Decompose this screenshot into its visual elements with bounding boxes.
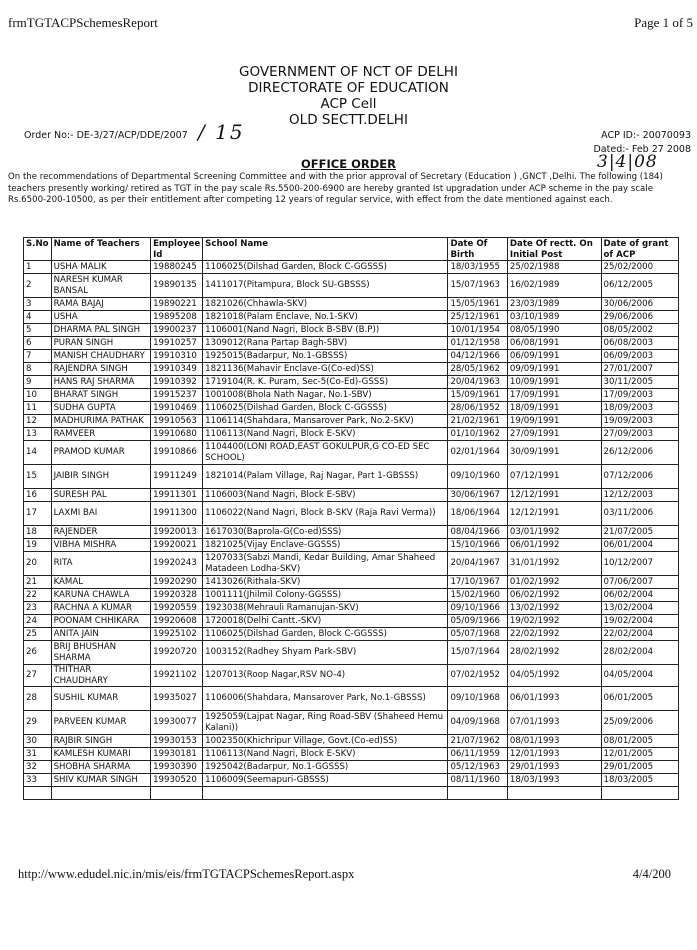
- cell-school-name: 1207013(Roop Nagar,RSV NO-4): [203, 665, 448, 687]
- cell-date-of-birth: 05/09/1966: [448, 615, 507, 628]
- cell-sno: 30: [24, 735, 52, 748]
- cell-teacher-name: RAJENDRA SINGH: [51, 363, 151, 376]
- cell-date-of-grant: 30/06/2006: [601, 298, 678, 311]
- cell-teacher-name: BHARAT SINGH: [51, 389, 151, 402]
- order-date: Dated:- Feb 27 2008: [593, 144, 691, 155]
- cell-school-name: 1003152(Radhey Shyam Park-SBV): [203, 641, 448, 665]
- cell-teacher-name: NARESH KUMAR BANSAL: [51, 274, 151, 298]
- cell-empty: [24, 787, 52, 800]
- cell-date-of-recruitment: 18/09/1991: [507, 402, 601, 415]
- cell-employee-id: 19910469: [151, 402, 203, 415]
- cell-employee-id: 19910563: [151, 415, 203, 428]
- cell-date-of-grant: 29/06/2006: [601, 311, 678, 324]
- cell-employee-id: 19895208: [151, 311, 203, 324]
- cell-employee-id: 19930181: [151, 748, 203, 761]
- cell-date-of-grant: 26/12/2006: [601, 441, 678, 465]
- cell-school-name: 1207033(Sabzi Mandi, Kedar Building, Amar Shaheed Matadeen Lodha-SKV): [203, 552, 448, 576]
- cell-teacher-name: BRIJ BHUSHAN SHARMA: [51, 641, 151, 665]
- cell-employee-id: 19920243: [151, 552, 203, 576]
- cell-school-name: 1720018(Delhi Cantt.-SKV): [203, 615, 448, 628]
- cell-date-of-recruitment: 12/12/1991: [507, 502, 601, 526]
- cell-teacher-name: POONAM CHHIKARA: [51, 615, 151, 628]
- print-footer-date: 4/4/200: [632, 867, 671, 881]
- cell-school-name: 1106025(Dilshad Garden, Block C-GGSSS): [203, 261, 448, 274]
- cell-sno: 16: [24, 489, 52, 502]
- cell-sno: 6: [24, 337, 52, 350]
- cell-date-of-recruitment: 22/02/1992: [507, 628, 601, 641]
- cell-school-name: 1106003(Nand Nagri, Block E-SBV): [203, 489, 448, 502]
- cell-empty: [51, 787, 151, 800]
- cell-date-of-grant: 07/12/2006: [601, 465, 678, 489]
- cell-date-of-birth: 08/11/1960: [448, 774, 507, 787]
- cell-sno: 32: [24, 761, 52, 774]
- cell-date-of-birth: 15/05/1961: [448, 298, 507, 311]
- cell-employee-id: 19921102: [151, 665, 203, 687]
- cell-teacher-name: RAJBIR SINGH: [51, 735, 151, 748]
- table-row: [24, 665, 679, 687]
- cell-date-of-birth: 05/12/1963: [448, 761, 507, 774]
- table-row: [24, 415, 679, 428]
- cell-date-of-recruitment: 09/09/1991: [507, 363, 601, 376]
- cell-teacher-name: LAXMI BAI: [51, 502, 151, 526]
- cell-sno: 12: [24, 415, 52, 428]
- cell-empty: [203, 787, 448, 800]
- cell-employee-id: 19910349: [151, 363, 203, 376]
- cell-school-name: 1001008(Bhola Nath Nagar, No.1-SBV): [203, 389, 448, 402]
- cell-sno: 23: [24, 602, 52, 615]
- cell-date-of-birth: 09/10/1960: [448, 465, 507, 489]
- cell-sno: 5: [24, 324, 52, 337]
- table-row: [24, 552, 679, 576]
- cell-date-of-recruitment: 03/01/1992: [507, 526, 601, 539]
- cell-employee-id: 19920559: [151, 602, 203, 615]
- cell-employee-id: 19911300: [151, 502, 203, 526]
- cell-teacher-name: RITA: [51, 552, 151, 576]
- cell-employee-id: 19930520: [151, 774, 203, 787]
- cell-date-of-recruitment: 06/02/1992: [507, 589, 601, 602]
- cell-date-of-recruitment: 17/09/1991: [507, 389, 601, 402]
- cell-school-name: 1104400(LONI ROAD,EAST GOKULPUR,G CO-ED SEC SCHOOL): [203, 441, 448, 465]
- cell-school-name: 1617030(Baprola-G(Co-ed)SSS): [203, 526, 448, 539]
- cell-date-of-grant: 29/01/2005: [601, 761, 678, 774]
- cell-date-of-recruitment: 31/01/1992: [507, 552, 601, 576]
- cell-teacher-name: RAMA BAJAJ: [51, 298, 151, 311]
- cell-school-name: 1106009(Seemapuri-GBSSS): [203, 774, 448, 787]
- cell-sno: 8: [24, 363, 52, 376]
- cell-teacher-name: RACHNA A KUMAR: [51, 602, 151, 615]
- cell-employee-id: 19915237: [151, 389, 203, 402]
- cell-date-of-grant: 08/01/2005: [601, 735, 678, 748]
- cell-date-of-grant: 25/09/2006: [601, 711, 678, 735]
- cell-sno: 21: [24, 576, 52, 589]
- cell-school-name: 1821018(Palam Enclave, No.1-SKV): [203, 311, 448, 324]
- cell-employee-id: 19910310: [151, 350, 203, 363]
- cell-date-of-birth: 15/07/1963: [448, 274, 507, 298]
- cell-date-of-birth: 21/07/1962: [448, 735, 507, 748]
- handwritten-date: 3|4|08: [597, 152, 658, 172]
- header-sno: S.No: [24, 238, 52, 261]
- cell-date-of-recruitment: 28/02/1992: [507, 641, 601, 665]
- table-row: [24, 526, 679, 539]
- cell-employee-id: 19910257: [151, 337, 203, 350]
- table-row: [24, 311, 679, 324]
- cell-date-of-recruitment: 27/09/1991: [507, 428, 601, 441]
- cell-school-name: 1821014(Palam Village, Raj Nagar, Part 1-GBSSS): [203, 465, 448, 489]
- table-row: [24, 363, 679, 376]
- cell-school-name: 1106025(Dilshad Garden, Block C-GGSSS): [203, 628, 448, 641]
- cell-sno: 29: [24, 711, 52, 735]
- cell-sno: 13: [24, 428, 52, 441]
- letterhead-address: OLD SECTT.DELHI: [289, 112, 408, 128]
- cell-employee-id: 19900237: [151, 324, 203, 337]
- cell-date-of-birth: 01/10/1962: [448, 428, 507, 441]
- cell-date-of-recruitment: 19/09/1991: [507, 415, 601, 428]
- letterhead-cell: ACP Cell: [320, 96, 377, 112]
- cell-teacher-name: RAMVEER: [51, 428, 151, 441]
- cell-date-of-birth: 15/07/1964: [448, 641, 507, 665]
- cell-teacher-name: MADHURIMA PATHAK: [51, 415, 151, 428]
- cell-employee-id: 19920021: [151, 539, 203, 552]
- cell-date-of-grant: 12/01/2005: [601, 748, 678, 761]
- cell-teacher-name: PRAMOD KUMAR: [51, 441, 151, 465]
- acp-id: ACP ID:- 20070093: [601, 130, 691, 141]
- cell-employee-id: 19930390: [151, 761, 203, 774]
- cell-employee-id: 19935027: [151, 687, 203, 711]
- table-row: [24, 298, 679, 311]
- cell-school-name: 1821136(Mahavir Enclave-G(Co-ed)SS): [203, 363, 448, 376]
- cell-sno: 15: [24, 465, 52, 489]
- cell-employee-id: 19911249: [151, 465, 203, 489]
- cell-teacher-name: USHA: [51, 311, 151, 324]
- table-row: [24, 261, 679, 274]
- cell-date-of-recruitment: 16/02/1989: [507, 274, 601, 298]
- table-row-continued: [24, 787, 679, 800]
- cell-employee-id: 19880245: [151, 261, 203, 274]
- table-row: [24, 539, 679, 552]
- cell-date-of-recruitment: 19/02/1992: [507, 615, 601, 628]
- table-row: [24, 602, 679, 615]
- cell-date-of-grant: 27/09/2003: [601, 428, 678, 441]
- table-row: [24, 774, 679, 787]
- header-employee-id: Employee Id: [151, 238, 203, 261]
- table-row: [24, 502, 679, 526]
- cell-date-of-birth: 15/09/1961: [448, 389, 507, 402]
- cell-date-of-recruitment: 12/01/1993: [507, 748, 601, 761]
- table-row: [24, 641, 679, 665]
- office-order-title: OFFICE ORDER: [301, 157, 396, 171]
- cell-school-name: 1001111(Jhilmil Colony-GGSSS): [203, 589, 448, 602]
- table-row: [24, 589, 679, 602]
- table-row: [24, 441, 679, 465]
- cell-date-of-recruitment: 08/01/1993: [507, 735, 601, 748]
- cell-employee-id: 19930077: [151, 711, 203, 735]
- header-name: Name of Teachers: [51, 238, 151, 261]
- cell-date-of-grant: 06/08/2003: [601, 337, 678, 350]
- cell-date-of-birth: 30/06/1967: [448, 489, 507, 502]
- cell-date-of-birth: 05/07/1968: [448, 628, 507, 641]
- cell-school-name: 1925015(Badarpur, No.1-GBSSS): [203, 350, 448, 363]
- cell-date-of-grant: 22/02/2004: [601, 628, 678, 641]
- cell-empty: [601, 787, 678, 800]
- cell-school-name: 1925059(Lajpat Nagar, Ring Road-SBV (Shaheed Hemu Kalani)): [203, 711, 448, 735]
- cell-employee-id: 19920013: [151, 526, 203, 539]
- table-row: [24, 711, 679, 735]
- cell-date-of-grant: 12/12/2003: [601, 489, 678, 502]
- cell-school-name: 1413026(Rithala-SKV): [203, 576, 448, 589]
- cell-school-name: 1719104(R. K. Puram, Sec-5(Co-Ed)-GSSS): [203, 376, 448, 389]
- cell-date-of-grant: 30/11/2005: [601, 376, 678, 389]
- cell-school-name: 1925042(Badarpur, No.1-GGSSS): [203, 761, 448, 774]
- cell-teacher-name: RAJENDER: [51, 526, 151, 539]
- table-row: [24, 748, 679, 761]
- cell-date-of-recruitment: 18/03/1993: [507, 774, 601, 787]
- cell-employee-id: 19911301: [151, 489, 203, 502]
- table-row: [24, 376, 679, 389]
- cell-school-name: 1106006(Shahdara, Mansarover Park, No.1-GBSSS): [203, 687, 448, 711]
- cell-date-of-birth: 09/10/1966: [448, 602, 507, 615]
- cell-date-of-recruitment: 06/01/1992: [507, 539, 601, 552]
- cell-date-of-birth: 02/01/1964: [448, 441, 507, 465]
- cell-school-name: 1309012(Rana Partap Bagh-SBV): [203, 337, 448, 350]
- cell-teacher-name: KARUNA CHAWLA: [51, 589, 151, 602]
- cell-date-of-birth: 07/02/1952: [448, 665, 507, 687]
- cell-date-of-grant: 18/03/2005: [601, 774, 678, 787]
- cell-date-of-birth: 18/03/1955: [448, 261, 507, 274]
- cell-school-name: 1821025(Vijay Enclave-GGSSS): [203, 539, 448, 552]
- cell-date-of-birth: 08/04/1966: [448, 526, 507, 539]
- cell-sno: 19: [24, 539, 52, 552]
- cell-school-name: 1106001(Nand Nagri, Block B-SBV (B.P)): [203, 324, 448, 337]
- cell-teacher-name: PURAN SINGH: [51, 337, 151, 350]
- cell-school-name: 1002350(Khichripur Village, Govt.(Co-ed)SS): [203, 735, 448, 748]
- cell-teacher-name: HANS RAJ SHARMA: [51, 376, 151, 389]
- cell-employee-id: 19920608: [151, 615, 203, 628]
- cell-employee-id: 19910392: [151, 376, 203, 389]
- letterhead-directorate: DIRECTORATE OF EDUCATION: [248, 80, 449, 96]
- cell-teacher-name: SHOBHA SHARMA: [51, 761, 151, 774]
- cell-school-name: 1106025(Dilshad Garden, Block C-GGSSS): [203, 402, 448, 415]
- cell-teacher-name: SUSHIL KUMAR: [51, 687, 151, 711]
- table-row: [24, 337, 679, 350]
- cell-date-of-grant: 19/09/2003: [601, 415, 678, 428]
- cell-date-of-birth: 04/09/1968: [448, 711, 507, 735]
- cell-date-of-recruitment: 06/01/1993: [507, 687, 601, 711]
- cell-date-of-grant: 25/02/2000: [601, 261, 678, 274]
- cell-date-of-grant: 13/02/2004: [601, 602, 678, 615]
- handwritten-order-suffix: / 15: [198, 120, 245, 144]
- cell-empty: [507, 787, 601, 800]
- cell-teacher-name: JAIBIR SINGH: [51, 465, 151, 489]
- cell-teacher-name: THITHAR CHAUDHARY: [51, 665, 151, 687]
- cell-sno: 25: [24, 628, 52, 641]
- print-footer-url: http://www.edudel.nic.in/mis/eis/frmTGTACPSchemesReport.aspx: [18, 867, 355, 881]
- cell-date-of-grant: 03/11/2006: [601, 502, 678, 526]
- cell-sno: 24: [24, 615, 52, 628]
- cell-date-of-grant: 21/07/2005: [601, 526, 678, 539]
- cell-employee-id: 19890221: [151, 298, 203, 311]
- cell-sno: 18: [24, 526, 52, 539]
- cell-school-name: 1411017(Pitampura, Block SU-GBSSS): [203, 274, 448, 298]
- cell-school-name: 1821026(Chhawla-SKV): [203, 298, 448, 311]
- cell-date-of-birth: 04/12/1966: [448, 350, 507, 363]
- cell-date-of-birth: 06/11/1959: [448, 748, 507, 761]
- cell-sno: 11: [24, 402, 52, 415]
- cell-employee-id: 19910866: [151, 441, 203, 465]
- table-header-row: [24, 238, 679, 261]
- cell-teacher-name: USHA MALIK: [51, 261, 151, 274]
- table-row: [24, 465, 679, 489]
- table-row: [24, 489, 679, 502]
- cell-teacher-name: SHIV KUMAR SINGH: [51, 774, 151, 787]
- cell-date-of-birth: 15/10/1966: [448, 539, 507, 552]
- cell-teacher-name: SUDHA GUPTA: [51, 402, 151, 415]
- table-row: [24, 735, 679, 748]
- cell-employee-id: 19920720: [151, 641, 203, 665]
- cell-date-of-grant: 10/12/2007: [601, 552, 678, 576]
- table-row: [24, 576, 679, 589]
- cell-date-of-birth: 09/10/1968: [448, 687, 507, 711]
- cell-teacher-name: ANITA JAIN: [51, 628, 151, 641]
- teachers-table: [23, 237, 679, 800]
- cell-teacher-name: KAMAL: [51, 576, 151, 589]
- cell-sno: 33: [24, 774, 52, 787]
- cell-date-of-recruitment: 06/09/1991: [507, 350, 601, 363]
- cell-sno: 22: [24, 589, 52, 602]
- cell-empty: [151, 787, 203, 800]
- cell-date-of-recruitment: 07/01/1993: [507, 711, 601, 735]
- cell-date-of-recruitment: 04/05/1992: [507, 665, 601, 687]
- cell-date-of-grant: 19/02/2004: [601, 615, 678, 628]
- cell-sno: 17: [24, 502, 52, 526]
- cell-teacher-name: MANISH CHAUDHARY: [51, 350, 151, 363]
- cell-date-of-grant: 08/05/2002: [601, 324, 678, 337]
- cell-school-name: 1106114(Shahdara, Mansarover Park, No.2-SKV): [203, 415, 448, 428]
- cell-date-of-birth: 21/02/1961: [448, 415, 507, 428]
- cell-date-of-recruitment: 03/10/1989: [507, 311, 601, 324]
- cell-sno: 7: [24, 350, 52, 363]
- order-number: Order No:- DE-3/27/ACP/DDE/2007: [24, 130, 188, 141]
- cell-employee-id: 19920290: [151, 576, 203, 589]
- cell-sno: 31: [24, 748, 52, 761]
- cell-date-of-grant: 28/02/2004: [601, 641, 678, 665]
- table-row: [24, 389, 679, 402]
- order-body-paragraph: On the recommendations of Departmental Screening Committee and with the prior approval of Secretary (Education ) ,GNCT ,Delhi. The following (184) teachers presently working/ retired as TGT in the pay scale Rs.5500-200-6900 are hereby granted Ist upgradation under ACP scheme in the pay scale Rs.6500-200-10500, as per their entitlement after competing 12 years of regular service, with effect from the date mentioned against each.: [8, 172, 663, 206]
- cell-date-of-grant: 17/09/2003: [601, 389, 678, 402]
- cell-sno: 14: [24, 441, 52, 465]
- cell-date-of-grant: 27/01/2007: [601, 363, 678, 376]
- cell-date-of-grant: 06/02/2004: [601, 589, 678, 602]
- cell-teacher-name: DHARMA PAL SINGH: [51, 324, 151, 337]
- cell-date-of-birth: 20/04/1963: [448, 376, 507, 389]
- cell-sno: 20: [24, 552, 52, 576]
- print-header-title: frmTGTACPSchemesReport: [8, 15, 158, 30]
- table-body: [24, 261, 679, 800]
- cell-sno: 4: [24, 311, 52, 324]
- cell-date-of-birth: 15/02/1960: [448, 589, 507, 602]
- table-row: [24, 615, 679, 628]
- table-row: [24, 761, 679, 774]
- header-date-of-recruitment: Date Of rectt. On Initial Post: [507, 238, 601, 261]
- cell-date-of-birth: 10/01/1954: [448, 324, 507, 337]
- cell-date-of-grant: 06/01/2005: [601, 687, 678, 711]
- header-date-of-birth: Date Of Birth: [448, 238, 507, 261]
- table-row: [24, 274, 679, 298]
- cell-school-name: 1923038(Mehrauli Ramanujan-SKV): [203, 602, 448, 615]
- cell-date-of-recruitment: 10/09/1991: [507, 376, 601, 389]
- table-row: [24, 428, 679, 441]
- cell-date-of-recruitment: 06/08/1991: [507, 337, 601, 350]
- cell-school-name: 1106022(Nand Nagri, Block B-SKV (Raja Ravi Verma)): [203, 502, 448, 526]
- cell-sno: 27: [24, 665, 52, 687]
- cell-school-name: 1106113(Nand Nagri, Block E-SKV): [203, 748, 448, 761]
- cell-sno: 26: [24, 641, 52, 665]
- cell-date-of-birth: 18/06/1964: [448, 502, 507, 526]
- cell-date-of-birth: 25/12/1961: [448, 311, 507, 324]
- cell-date-of-recruitment: 23/03/1989: [507, 298, 601, 311]
- cell-date-of-grant: 18/09/2003: [601, 402, 678, 415]
- cell-date-of-grant: 06/09/2003: [601, 350, 678, 363]
- header-date-of-grant: Date of grant of ACP: [601, 238, 678, 261]
- cell-date-of-birth: 01/12/1958: [448, 337, 507, 350]
- cell-sno: 28: [24, 687, 52, 711]
- table-row: [24, 402, 679, 415]
- cell-date-of-recruitment: 29/01/1993: [507, 761, 601, 774]
- cell-date-of-recruitment: 01/02/1992: [507, 576, 601, 589]
- print-header-page-number: Page 1 of 5: [634, 15, 693, 30]
- cell-teacher-name: VIBHA MISHRA: [51, 539, 151, 552]
- table-row: [24, 628, 679, 641]
- cell-date-of-recruitment: 13/02/1992: [507, 602, 601, 615]
- table-row: [24, 350, 679, 363]
- cell-sno: 9: [24, 376, 52, 389]
- cell-date-of-recruitment: 08/05/1990: [507, 324, 601, 337]
- cell-teacher-name: KAMLESH KUMARI: [51, 748, 151, 761]
- cell-date-of-recruitment: 30/09/1991: [507, 441, 601, 465]
- cell-date-of-grant: 06/01/2004: [601, 539, 678, 552]
- cell-employee-id: 19930153: [151, 735, 203, 748]
- cell-date-of-recruitment: 12/12/1991: [507, 489, 601, 502]
- letterhead-government: GOVERNMENT OF NCT OF DELHI: [239, 64, 458, 80]
- cell-sno: 1: [24, 261, 52, 274]
- header-school-name: School Name: [203, 238, 448, 261]
- cell-sno: 2: [24, 274, 52, 298]
- cell-employee-id: 19925102: [151, 628, 203, 641]
- letterhead: [0, 64, 697, 128]
- cell-date-of-grant: 07/06/2007: [601, 576, 678, 589]
- cell-employee-id: 19920328: [151, 589, 203, 602]
- cell-date-of-birth: 20/04/1967: [448, 552, 507, 576]
- cell-sno: 10: [24, 389, 52, 402]
- cell-date-of-recruitment: 07/12/1991: [507, 465, 601, 489]
- cell-date-of-grant: 06/12/2005: [601, 274, 678, 298]
- cell-teacher-name: PARVEEN KUMAR: [51, 711, 151, 735]
- cell-date-of-birth: 28/06/1952: [448, 402, 507, 415]
- cell-date-of-grant: 04/05/2004: [601, 665, 678, 687]
- cell-employee-id: 19910680: [151, 428, 203, 441]
- cell-teacher-name: SURESH PAL: [51, 489, 151, 502]
- table-row: [24, 324, 679, 337]
- cell-date-of-birth: 28/05/1962: [448, 363, 507, 376]
- cell-school-name: 1106113(Nand Nagri, Block E-SKV): [203, 428, 448, 441]
- table-row: [24, 687, 679, 711]
- cell-date-of-recruitment: 25/02/1988: [507, 261, 601, 274]
- cell-empty: [448, 787, 507, 800]
- cell-sno: 3: [24, 298, 52, 311]
- cell-employee-id: 19890135: [151, 274, 203, 298]
- cell-date-of-birth: 17/10/1967: [448, 576, 507, 589]
